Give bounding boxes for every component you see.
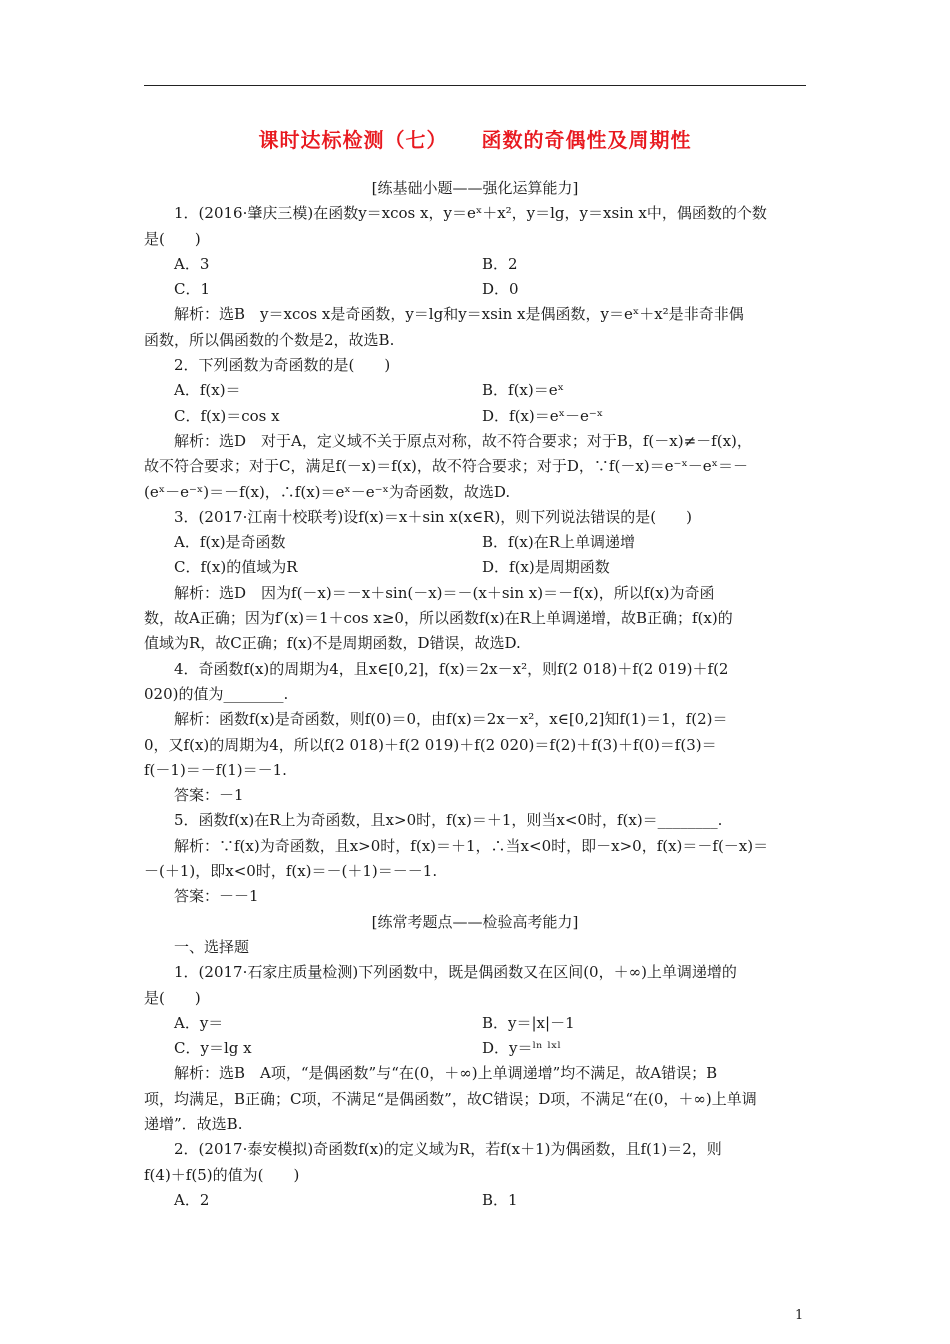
- title-right: 函数的奇偶性及周期性: [481, 128, 692, 152]
- question-4-stem-line: 4．奇函数f(x)的周期为4，且x∈[0,2]，f(x)＝2x－x²，则f(2 018)＋f(2 019)＋f(2: [174, 659, 729, 678]
- option-d: D．f(x)是周期函数: [482, 558, 610, 577]
- option-a: A．f(x)是奇函数: [174, 533, 286, 552]
- analysis-line: 值域为R，故C正确；f(x)不是周期函数，D错误，故选D.: [144, 634, 521, 653]
- option-c: C．1: [174, 280, 211, 299]
- page-number: 1: [795, 1308, 804, 1323]
- analysis-line: 解析：选B A项，“是偶函数”与“在(0，＋∞)上单调递增”均不满足，故A错误；B: [174, 1064, 718, 1083]
- analysis-line: (eˣ－e⁻ˣ)＝－f(x)，∴f(x)＝eˣ－e⁻ˣ为奇函数，故选D.: [144, 482, 511, 501]
- options-row: [144, 530, 806, 555]
- analysis-line: 数，故A正确；因为f′(x)＝1＋cos x≥0，所以函数f(x)在R上单调递增，故B正确；f(x)的: [144, 609, 733, 628]
- options-row: [144, 378, 806, 403]
- question-5-stem-line: 5．函数f(x)在R上为奇函数，且x>0时，f(x)＝＋1，则当x<0时，f(x)＝________.: [174, 811, 723, 830]
- options-row: [144, 1188, 806, 1213]
- question-1-stem-line: 1．(2017·石家庄质量检测)下列函数中，既是偶函数又在区间(0，＋∞)上单调递增的: [174, 963, 737, 982]
- analysis-line: 函数，所以偶函数的个数是2，故选B.: [144, 330, 395, 349]
- analysis-line: 解析：选D 对于A，定义域不关于原点对称，故不符合要求；对于B，f(－x)≠－f(x)，: [174, 431, 752, 450]
- section-heading: [练常考题点——检验高考能力]: [371, 912, 579, 931]
- option-d: D．0: [482, 280, 519, 299]
- option-b: B．f(x)＝eˣ: [482, 381, 564, 400]
- header-rule: [144, 85, 806, 86]
- options-row: [144, 1011, 806, 1036]
- option-a: A．3: [174, 254, 210, 273]
- option-b: B．f(x)在R上单调递增: [482, 533, 636, 552]
- option-c: C．y＝lg x: [174, 1039, 252, 1058]
- answer-line: 答案：－－1: [174, 887, 259, 906]
- question-1-stem-line: 是( ): [144, 229, 201, 248]
- option-d: D．f(x)＝eˣ－e⁻ˣ: [482, 406, 604, 425]
- option-a: A．y＝: [174, 1013, 224, 1032]
- option-d: D．y＝ˡⁿ ˡˣˡ: [482, 1039, 562, 1058]
- question-3-stem-line: 3．(2017·江南十校联考)设f(x)＝x＋sin x(x∈R)，则下列说法错误的是( ): [174, 507, 693, 526]
- answer-line: 答案：－1: [174, 786, 244, 805]
- analysis-line: 项，均满足，B正确；C项，不满足“是偶函数”，故C错误；D项，不满足“在(0，＋∞)上单调: [144, 1089, 757, 1108]
- analysis-line: 递增”．故选B.: [144, 1114, 243, 1133]
- question-1-stem-line: 是( ): [144, 988, 201, 1007]
- analysis-line: 解析：选D 因为f(－x)＝－x＋sin(－x)＝－(x＋sin x)＝－f(x)，所以f(x)为奇函: [174, 583, 715, 602]
- part-heading: 一、选择题: [174, 937, 250, 956]
- analysis-line: 解析：函数f(x)是奇函数，则f(0)＝0，由f(x)＝2x－x²，x∈[0,2]知f(1)＝1，f(2)＝: [174, 710, 728, 729]
- page-title: [144, 124, 806, 153]
- question-2-stem-line: f(4)＋f(5)的值为( ): [144, 1165, 300, 1184]
- question-2-stem-line: 2．(2017·泰安模拟)奇函数f(x)的定义域为R，若f(x＋1)为偶函数，且f(1)＝2，则: [174, 1140, 722, 1159]
- document-body: [144, 176, 806, 1213]
- question-2-stem-line: 2．下列函数为奇函数的是( ): [174, 356, 391, 375]
- options-row: [144, 277, 806, 302]
- analysis-line: －(＋1)，即x<0时，f(x)＝－(＋1)＝－－1.: [144, 862, 438, 881]
- question-4-stem-line: 020)的值为________.: [144, 684, 289, 703]
- option-b: B．2: [482, 254, 518, 273]
- options-row: [144, 404, 806, 429]
- option-a: A．2: [174, 1190, 210, 1209]
- options-row: [144, 555, 806, 580]
- options-row: [144, 252, 806, 277]
- analysis-line: 0，又f(x)的周期为4，所以f(2 018)＋f(2 019)＋f(2 020)＝f(2)＋f(3)＋f(0)＝f(3)＝: [144, 735, 717, 754]
- analysis-line: 解析：∵f(x)为奇函数，且x>0时，f(x)＝＋1，∴当x<0时，即－x>0，f(x)＝－f(－x)＝: [174, 836, 769, 855]
- section-heading: [练基础小题——强化运算能力]: [371, 179, 579, 197]
- title-left: 课时达标检测（七）: [258, 128, 448, 152]
- question-1-stem-line: 1．(2016·肇庆三模)在函数y＝xcos x，y＝eˣ＋x²，y＝lg，y＝xsin x中，偶函数的个数: [174, 204, 767, 223]
- options-row: [144, 1036, 806, 1061]
- option-b: B．y＝|x|－1: [482, 1013, 575, 1032]
- option-c: C．f(x)的值域为R: [174, 558, 298, 577]
- analysis-line: 故不符合要求；对于C，满足f(－x)＝f(x)，故不符合要求；对于D，∵f(－x)＝e⁻ˣ－eˣ＝－: [144, 457, 749, 476]
- option-a: A．f(x)＝: [174, 381, 241, 400]
- option-c: C．f(x)＝cos x: [174, 406, 280, 425]
- analysis-line: 解析：选B y＝xcos x是奇函数，y＝lg和y＝xsin x是偶函数，y＝eˣ＋x²是非奇非偶: [174, 305, 744, 324]
- analysis-line: f(－1)＝－f(1)＝－1.: [144, 760, 287, 779]
- option-b: B．1: [482, 1190, 518, 1209]
